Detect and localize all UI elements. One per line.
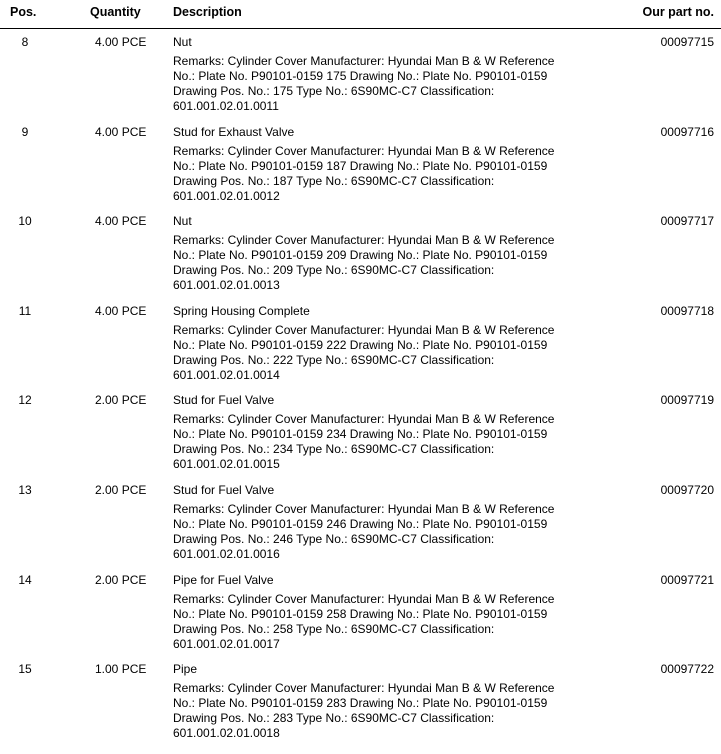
row-remarks: Remarks: Cylinder Cover Manufacturer: Hyundai Man B & W Reference No.: Plate No. P90101-0159 283 Drawing No.: Plate No. P90101-0159 Drawing Pos. No.: 283 Type No.: 6S90MC-C7 Classification: 601.001.02.01.0018 xyxy=(173,681,555,741)
row-pos: 12 xyxy=(18,393,32,408)
row-remarks: Remarks: Cylinder Cover Manufacturer: Hyundai Man B & W Reference No.: Plate No. P90101-0159 234 Drawing No.: Plate No. P90101-0159 Drawing Pos. No.: 234 Type No.: 6S90MC-C7 Classification: 601.001.02.01.0015 xyxy=(173,412,555,472)
row-remarks: Remarks: Cylinder Cover Manufacturer: Hyundai Man B & W Reference No.: Plate No. P90101-0159 246 Drawing No.: Plate No. P90101-0159 Drawing Pos. No.: 246 Type No.: 6S90MC-C7 Classification: 601.001.02.01.0016 xyxy=(173,501,555,561)
row-quantity: 1.00 PCE xyxy=(95,662,147,677)
row-description: Spring Housing Complete xyxy=(173,303,310,318)
row-description: Stud for Exhaust Valve xyxy=(173,124,295,139)
table-row xyxy=(0,304,721,394)
table-row xyxy=(0,662,721,752)
row-remarks: Remarks: Cylinder Cover Manufacturer: Hyundai Man B & W Reference No.: Plate No. P90101-0159 222 Drawing No.: Plate No. P90101-0159 Drawing Pos. No.: 222 Type No.: 6S90MC-C7 Classification: 601.001.02.01.0014 xyxy=(173,322,555,382)
row-description: Nut xyxy=(173,214,192,229)
row-description: Pipe xyxy=(173,662,198,677)
header-quantity: Quantity xyxy=(90,5,141,19)
row-quantity: 2.00 PCE xyxy=(95,393,147,408)
row-part-no: 00097721 xyxy=(660,572,714,587)
table-header xyxy=(0,0,721,29)
table-row xyxy=(0,393,721,483)
row-quantity: 2.00 PCE xyxy=(95,572,147,587)
row-part-no: 00097715 xyxy=(660,35,714,49)
row-pos: 13 xyxy=(18,482,32,497)
row-pos: 10 xyxy=(18,214,32,229)
row-pos: 8 xyxy=(21,35,29,49)
row-part-no: 00097722 xyxy=(660,662,714,677)
table-row xyxy=(0,573,721,663)
row-quantity: 4.00 PCE xyxy=(95,124,147,139)
table-row xyxy=(0,214,721,304)
row-description: Pipe for Fuel Valve xyxy=(173,572,274,587)
row-remarks: Remarks: Cylinder Cover Manufacturer: Hyundai Man B & W Reference No.: Plate No. P90101-0159 209 Drawing No.: Plate No. P90101-0159 Drawing Pos. No.: 209 Type No.: 6S90MC-C7 Classification: 601.001.02.01.0013 xyxy=(173,233,555,293)
table-row xyxy=(0,125,721,215)
table-body xyxy=(0,35,721,752)
table-row xyxy=(0,35,721,125)
row-part-no: 00097717 xyxy=(660,214,714,229)
row-pos: 9 xyxy=(21,124,29,139)
row-description: Stud for Fuel Valve xyxy=(173,482,275,497)
header-pos: Pos. xyxy=(10,5,37,19)
row-quantity: 2.00 PCE xyxy=(95,482,147,497)
row-pos: 15 xyxy=(18,662,32,677)
row-remarks: Remarks: Cylinder Cover Manufacturer: Hyundai Man B & W Reference No.: Plate No. P90101-0159 187 Drawing No.: Plate No. P90101-0159 Drawing Pos. No.: 187 Type No.: 6S90MC-C7 Classification: 601.001.02.01.0012 xyxy=(173,143,555,203)
header-part-no: Our part no. xyxy=(642,5,714,19)
row-pos: 11 xyxy=(18,303,32,318)
table-row xyxy=(0,483,721,573)
row-quantity: 4.00 PCE xyxy=(95,214,147,229)
row-remarks: Remarks: Cylinder Cover Manufacturer: Hyundai Man B & W Reference No.: Plate No. P90101-0159 258 Drawing No.: Plate No. P90101-0159 Drawing Pos. No.: 258 Type No.: 6S90MC-C7 Classification: 601.001.02.01.0017 xyxy=(173,591,555,651)
row-quantity: 4.00 PCE xyxy=(95,35,147,49)
row-part-no: 00097718 xyxy=(660,303,714,318)
row-part-no: 00097716 xyxy=(660,124,714,139)
row-description: Stud for Fuel Valve xyxy=(173,393,275,408)
header-description: Description xyxy=(173,5,242,19)
row-pos: 14 xyxy=(18,572,32,587)
row-description: Nut xyxy=(173,35,192,49)
row-remarks: Remarks: Cylinder Cover Manufacturer: Hyundai Man B & W Reference No.: Plate No. P90101-0159 175 Drawing No.: Plate No. P90101-0159 Drawing Pos. No.: 175 Type No.: 6S90MC-C7 Classification: 601.001.02.01.0011 xyxy=(173,54,555,113)
row-part-no: 00097720 xyxy=(660,482,714,497)
row-part-no: 00097719 xyxy=(660,393,714,408)
row-quantity: 4.00 PCE xyxy=(95,303,147,318)
